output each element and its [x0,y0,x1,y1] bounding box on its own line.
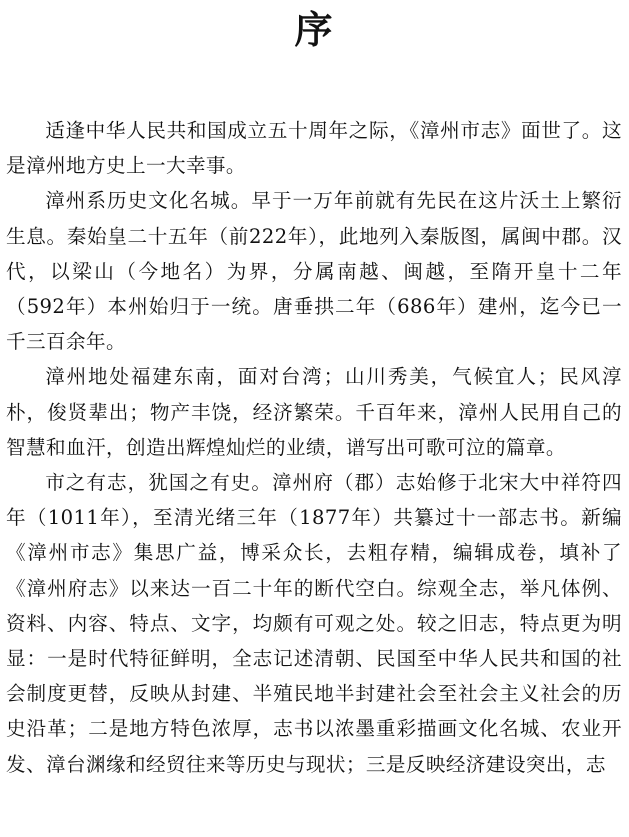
paragraph-2: 漳州系历史文化名城。早于一万年前就有先民在这片沃土上繁衍生息。秦始皇二十五年（前222年），此地列入秦版图，属闽中郡。汉代，以梁山（今地名）为界，分属南越、闽越，至隋开皇十二年（592年）本州始归于一统。唐垂拱二年（686年）建州，迄今已一千三百余年。 [6,189,622,354]
paragraph-4: 市之有志，犹国之有史。漳州府（郡）志始修于北宋大中祥符四年（1011年），至清光绪三年（1877年）共纂过十一部志书。新编《漳州市志》集思广益，博采众长，去粗存精，编辑成卷，填补了《漳州府志》以来达一百二十年的断代空白。综观全志，举凡体例、资料、内容、特点、文字，均颇有可观之处。较之旧志，特点更为明显：一是时代特征鲜明，全志记述清朝、民国至中华人民共和国的社会制度更替，反映从封建、半殖民地半封建社会至社会主义社会的历史沿革；二是地方特色浓厚，志书以浓墨重彩描画文化名城、农业开发、漳台渊缘和经贸往来等历史与现状；三是反映经济建设突出，志 [6,471,622,776]
paragraph-3: 漳州地处福建东南，面对台湾；山川秀美，气候宜人；民风淳朴，俊贤辈出；物产丰饶，经济繁荣。千百年来，漳州人民用自己的智慧和血汗，创造出辉煌灿烂的业绩，谱写出可歌可泣的篇章。 [6,365,622,459]
body-text [6,113,622,782]
page-title: 序 [294,7,335,52]
paragraph-1: 适逢中华人民共和国成立五十周年之际，《漳州市志》面世了。这是漳州地方史上一大幸事。 [6,119,622,178]
